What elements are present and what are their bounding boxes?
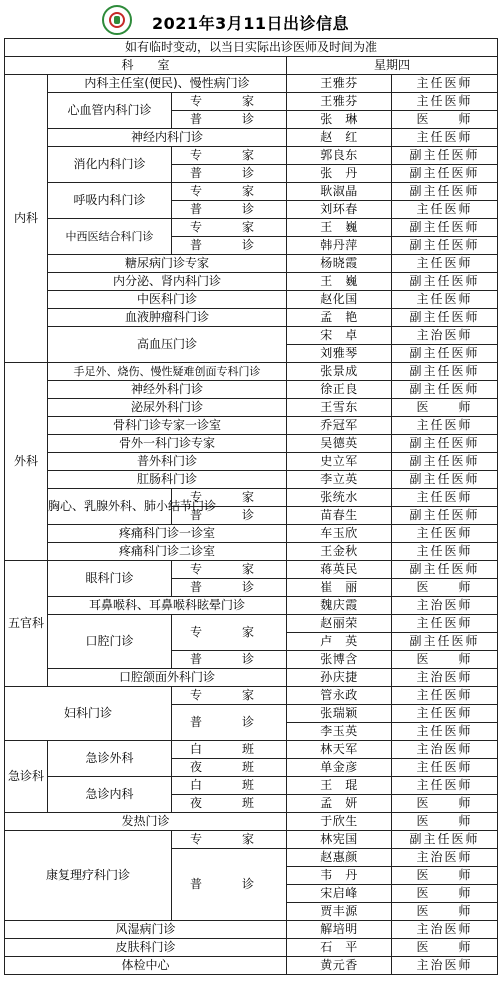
session-type: 夜 班: [172, 759, 287, 777]
table-row: [5, 615, 498, 633]
doctor-title: 主治医师: [392, 957, 498, 975]
table-row: [5, 453, 498, 471]
doctor-title: 主治医师: [392, 597, 498, 615]
table-row: [5, 921, 498, 939]
doctor-title: 主任医师: [392, 201, 498, 219]
notice-text: 如有临时变动，以当日实际出诊医师及时间为准: [5, 39, 498, 57]
session-type: 专 家: [172, 147, 287, 165]
clinic-name: 内分泌、肾内科门诊: [48, 273, 287, 291]
table-row: [5, 147, 498, 165]
doctor-title: 主任医师: [392, 93, 498, 111]
clinic-name: 中西医结合科门诊: [48, 219, 172, 255]
doctor-name: 管永政: [287, 687, 392, 705]
doctor-name: 王 琨: [287, 777, 392, 795]
doctor-name: 乔冠军: [287, 417, 392, 435]
clinic-name: 康复理疗科门诊: [5, 831, 172, 921]
doctor-name: 孙庆捷: [287, 669, 392, 687]
session-type: 专 家: [172, 219, 287, 237]
doctor-name: 韩丹萍: [287, 237, 392, 255]
session-type: 专 家: [172, 831, 287, 849]
doctor-title: 副主任医师: [392, 147, 498, 165]
table-row: [5, 777, 498, 795]
doctor-title: 主任医师: [392, 489, 498, 507]
table-row: [5, 183, 498, 201]
doctor-name: 崔 丽: [287, 579, 392, 597]
clinic-name: 中医科门诊: [48, 291, 287, 309]
table-row: [5, 255, 498, 273]
doctor-title: 副主任医师: [392, 831, 498, 849]
doctor-name: 张 丹: [287, 165, 392, 183]
table-row: [5, 597, 498, 615]
table-row: [5, 219, 498, 237]
doctor-title: 副主任医师: [392, 381, 498, 399]
doctor-title: 副主任医师: [392, 273, 498, 291]
doctor-title: 主治医师: [392, 921, 498, 939]
doctor-name: 张博含: [287, 651, 392, 669]
doctor-title: 主任医师: [392, 723, 498, 741]
table-row: [5, 687, 498, 705]
doctor-name: 孟 艳: [287, 309, 392, 327]
clinic-name: 骨科门诊专家一诊室: [48, 417, 287, 435]
doctor-title: 医 师: [392, 795, 498, 813]
clinic-name: 手足外、烧伤、慢性疑难创面专科门诊: [48, 363, 287, 381]
doctor-title: 医 师: [392, 579, 498, 597]
doctor-name: 张景成: [287, 363, 392, 381]
table-row: [5, 291, 498, 309]
table-row: [5, 813, 498, 831]
table-row: [5, 93, 498, 111]
session-type: 夜 班: [172, 795, 287, 813]
doctor-title: 医 师: [392, 903, 498, 921]
table-row: [5, 831, 498, 849]
table-row: [5, 957, 498, 975]
doctor-name: 耿淑晶: [287, 183, 392, 201]
doctor-title: 副主任医师: [392, 183, 498, 201]
doctor-name: 赵丽荣: [287, 615, 392, 633]
session-type: 普 诊: [172, 237, 287, 255]
session-type: 白 班: [172, 777, 287, 795]
clinic-name: 心血管内科门诊: [48, 93, 172, 129]
clinic-name: 妇科门诊: [5, 687, 172, 741]
session-type: 专 家: [172, 93, 287, 111]
table-row: [5, 399, 498, 417]
doctor-title: 主治医师: [392, 327, 498, 345]
doctor-title: 主治医师: [392, 741, 498, 759]
clinic-name: 皮肤科门诊: [5, 939, 287, 957]
doctor-name: 黄元香: [287, 957, 392, 975]
doctor-title: 副主任医师: [392, 345, 498, 363]
table-row: [5, 309, 498, 327]
header: [4, 4, 497, 38]
page-title: 2021年3月11日出诊信息: [152, 14, 349, 33]
doctor-title: 主任医师: [392, 615, 498, 633]
clinic-name: 疼痛科门诊一诊室: [48, 525, 287, 543]
doctor-title: 副主任医师: [392, 363, 498, 381]
clinic-name: 风湿病门诊: [5, 921, 287, 939]
doctor-name: 孟 妍: [287, 795, 392, 813]
doctor-name: 张瑞颖: [287, 705, 392, 723]
doctor-title: 副主任医师: [392, 471, 498, 489]
session-type: 白 班: [172, 741, 287, 759]
table-row: [5, 939, 498, 957]
doctor-title: 医 师: [392, 651, 498, 669]
table-row: [5, 75, 498, 93]
doctor-title: 主任医师: [392, 525, 498, 543]
clinic-name: 消化内科门诊: [48, 147, 172, 183]
doctor-title: 副主任医师: [392, 165, 498, 183]
table-row: [5, 561, 498, 579]
doctor-name: 郭良东: [287, 147, 392, 165]
clinic-name: 肛肠科门诊: [48, 471, 287, 489]
doctor-name: 刘环春: [287, 201, 392, 219]
doctor-title: 副主任医师: [392, 435, 498, 453]
table-row: [5, 435, 498, 453]
dept-header: 科 室: [5, 57, 287, 75]
schedule-table: [4, 38, 498, 975]
clinic-name: 口腔门诊: [48, 615, 172, 669]
clinic-name: 呼吸内科门诊: [48, 183, 172, 219]
doctor-title: 主任医师: [392, 75, 498, 93]
doctor-title: 副主任医师: [392, 507, 498, 525]
doctor-name: 魏庆霞: [287, 597, 392, 615]
doctor-title: 医 师: [392, 867, 498, 885]
doctor-title: 医 师: [392, 885, 498, 903]
clinic-name: 高血压门诊: [48, 327, 287, 363]
doctor-title: 副主任医师: [392, 453, 498, 471]
doctor-name: 李玉英: [287, 723, 392, 741]
doctor-name: 王雅芬: [287, 75, 392, 93]
session-type: 普 诊: [172, 165, 287, 183]
doctor-title: 主任医师: [392, 543, 498, 561]
clinic-name: 胸心、乳腺外科、肺小结节门诊: [48, 489, 172, 525]
doctor-title: 医 师: [392, 399, 498, 417]
doctor-name: 张统水: [287, 489, 392, 507]
doctor-name: 解培明: [287, 921, 392, 939]
session-type: 普 诊: [172, 579, 287, 597]
doctor-name: 李立英: [287, 471, 392, 489]
session-type: 普 诊: [172, 201, 287, 219]
clinic-name: 发热门诊: [5, 813, 287, 831]
doctor-title: 副主任医师: [392, 633, 498, 651]
doctor-title: 主任医师: [392, 777, 498, 795]
doctor-name: 蒋英民: [287, 561, 392, 579]
doctor-title: 主任医师: [392, 291, 498, 309]
table-row: [5, 741, 498, 759]
note-row: [5, 39, 498, 57]
table-row: [5, 381, 498, 399]
doctor-title: 主任医师: [392, 759, 498, 777]
doctor-name: 韦 丹: [287, 867, 392, 885]
doctor-name: 林宪国: [287, 831, 392, 849]
doctor-name: 贾丰源: [287, 903, 392, 921]
day-header: 星期四: [287, 57, 498, 75]
clinic-name: 内科主任室(便民)、慢性病门诊: [48, 75, 287, 93]
doctor-name: 宋 卓: [287, 327, 392, 345]
doctor-name: 王 巍: [287, 273, 392, 291]
table-row: [5, 363, 498, 381]
session-type: 专 家: [172, 687, 287, 705]
table-row: [5, 543, 498, 561]
doctor-title: 医 师: [392, 111, 498, 129]
session-type: 专 家: [172, 183, 287, 201]
doctor-name: 王雅芬: [287, 93, 392, 111]
doctor-name: 吴德英: [287, 435, 392, 453]
clinic-name: 急诊外科: [48, 741, 172, 777]
doctor-name: 王金秋: [287, 543, 392, 561]
doctor-name: 石 平: [287, 939, 392, 957]
table-row: [5, 471, 498, 489]
doctor-name: 徐正良: [287, 381, 392, 399]
table-row: [5, 489, 498, 507]
clinic-name: 普外科门诊: [48, 453, 287, 471]
table-row: [5, 525, 498, 543]
category-surgery: 外科: [5, 363, 48, 561]
doctor-title: 医 师: [392, 813, 498, 831]
doctor-title: 副主任医师: [392, 237, 498, 255]
clinic-name: 骨外一科门诊专家: [48, 435, 287, 453]
table-row: [5, 327, 498, 345]
doctor-name: 苗春生: [287, 507, 392, 525]
doctor-name: 车玉欣: [287, 525, 392, 543]
doctor-title: 副主任医师: [392, 309, 498, 327]
clinic-name: 急诊内科: [48, 777, 172, 813]
clinic-name: 口腔颌面外科门诊: [48, 669, 287, 687]
doctor-name: 史立军: [287, 453, 392, 471]
clinic-name: 血液肿瘤科门诊: [48, 309, 287, 327]
table-row: [5, 669, 498, 687]
table-row: [5, 273, 498, 291]
header-row: [5, 57, 498, 75]
doctor-title: 主任医师: [392, 129, 498, 147]
doctor-name: 王雪东: [287, 399, 392, 417]
doctor-name: 于欣生: [287, 813, 392, 831]
table-row: [5, 129, 498, 147]
doctor-title: 主治医师: [392, 669, 498, 687]
doctor-name: 宋启峰: [287, 885, 392, 903]
doctor-name: 刘雅琴: [287, 345, 392, 363]
clinic-name: 耳鼻喉科、耳鼻喉科眩晕门诊: [48, 597, 287, 615]
doctor-name: 张 琳: [287, 111, 392, 129]
session-type: 普 诊: [172, 705, 287, 741]
category-internal: 内科: [5, 75, 48, 363]
clinic-name: 泌尿外科门诊: [48, 399, 287, 417]
clinic-name: 眼科门诊: [48, 561, 172, 597]
table-row: [5, 417, 498, 435]
session-type: 专 家: [172, 561, 287, 579]
clinic-name: 体检中心: [5, 957, 287, 975]
session-type: 专 家: [172, 489, 287, 507]
doctor-title: 医 师: [392, 939, 498, 957]
doctor-name: 王 巍: [287, 219, 392, 237]
doctor-name: 赵 红: [287, 129, 392, 147]
clinic-name: 疼痛科门诊二诊室: [48, 543, 287, 561]
doctor-title: 主任医师: [392, 255, 498, 273]
session-type: 普 诊: [172, 849, 287, 921]
session-type: 普 诊: [172, 507, 287, 525]
doctor-name: 赵化国: [287, 291, 392, 309]
category-emergency: 急诊科: [5, 741, 48, 813]
doctor-title: 主任医师: [392, 417, 498, 435]
doctor-title: 副主任医师: [392, 219, 498, 237]
clinic-name: 神经外科门诊: [48, 381, 287, 399]
doctor-title: 副主任医师: [392, 561, 498, 579]
doctor-title: 主任医师: [392, 687, 498, 705]
doctor-title: 主任医师: [392, 705, 498, 723]
doctor-title: 主治医师: [392, 849, 498, 867]
doctor-name: 赵惠颜: [287, 849, 392, 867]
session-type: 普 诊: [172, 111, 287, 129]
session-type: 普 诊: [172, 651, 287, 669]
doctor-name: 卢 英: [287, 633, 392, 651]
category-ent: 五官科: [5, 561, 48, 687]
session-type: 专 家: [172, 615, 287, 651]
clinic-name: 糖尿病门诊专家: [48, 255, 287, 273]
doctor-name: 单金彦: [287, 759, 392, 777]
clinic-name: 神经内科门诊: [48, 129, 287, 147]
doctor-name: 林天军: [287, 741, 392, 759]
doctor-name: 杨晓霞: [287, 255, 392, 273]
